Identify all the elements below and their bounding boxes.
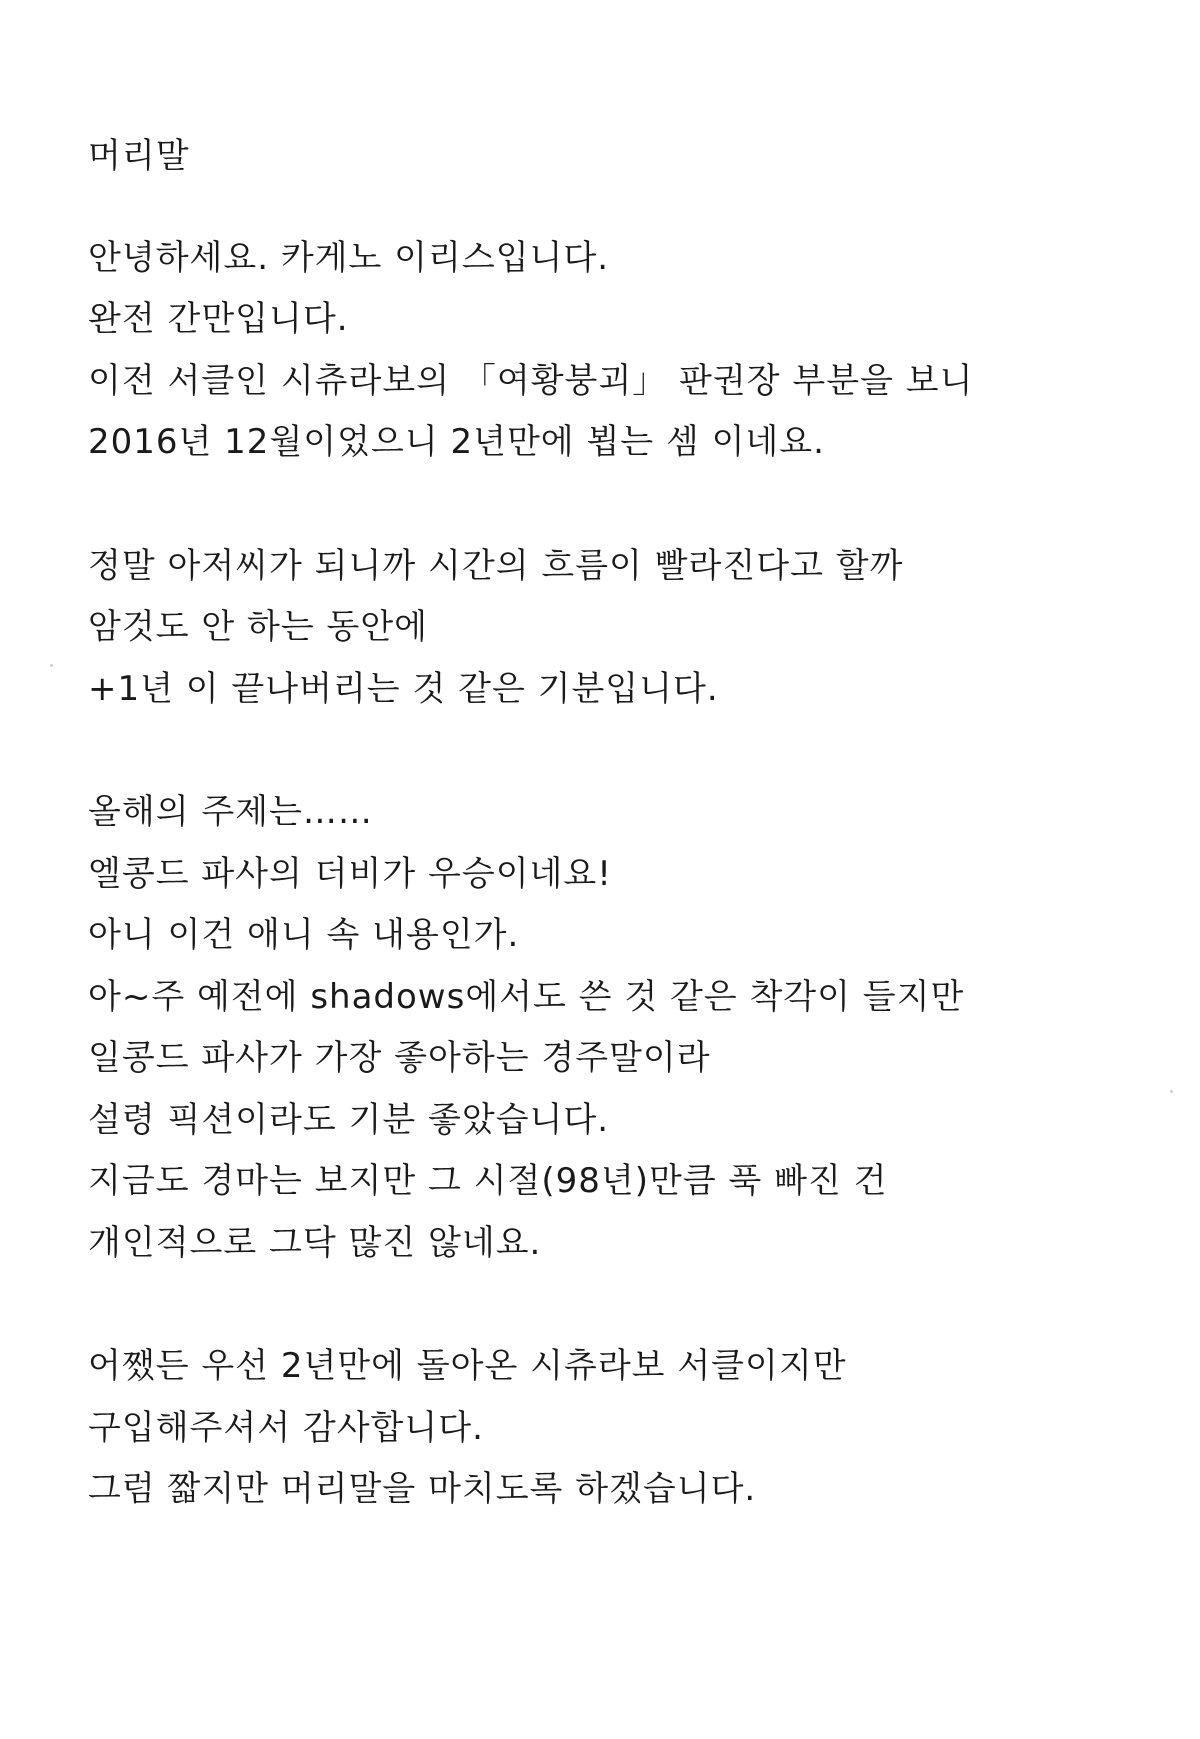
text-line: 구입해주셔서 감사합니다. [88,1407,484,1448]
text-line: 일콩드 파사가 가장 좋아하는 경주말이라 [88,1038,711,1078]
paragraph-time [88,536,1168,721]
preface-text [88,126,1168,1583]
text-line: 엘콩드 파사의 더비가 우승이네요! [88,853,612,894]
text-line: 이전 서클인 시츄라보의 「여황붕괴」 판권장 부분을 보니 [88,360,974,401]
text-line: 개인적으로 그닥 많진 않네요. [88,1222,542,1263]
paper-speck [50,664,53,667]
text-line: 완전 간만입니다. [88,299,349,339]
text-line: 지금도 경마는 보지만 그 시절(98년)만큼 푹 빠진 건 [88,1161,888,1201]
text-line: +1년 이 끝나버리는 것 같은 기분입니다. [88,668,719,709]
paragraph-greeting [88,228,1168,474]
text-line: 2016년 12월이었으니 2년만에 뵙는 셈 이네요. [88,422,825,462]
text-line: 안녕하세요. 카게노 이리스입니다. [88,237,610,278]
text-line: 암것도 안 하는 동안에 [88,607,429,647]
paper-speck [1170,1090,1173,1093]
text-line: 올해의 주제는…… [88,792,373,832]
text-line: 설령 픽션이라도 기분 좋았습니다. [88,1099,610,1140]
text-line: 어쨌든 우선 2년만에 돌아온 시츄라보 서클이지만 [88,1346,847,1386]
paragraph-closing [88,1336,1168,1521]
paragraph-theme [88,782,1168,1274]
text-line: 정말 아저씨가 되니까 시간의 흐름이 빨라진다고 할까 [88,545,904,586]
text-line: 아니 이건 애니 속 내용인가. [88,915,520,955]
text-line: 아~주 예전에 shadows에서도 쓴 것 같은 착각이 들지만 [88,976,965,1017]
preface-title: 머리말 [88,136,190,176]
text-line: 그럼 짧지만 머리말을 마치도록 하겠습니다. [88,1469,757,1509]
